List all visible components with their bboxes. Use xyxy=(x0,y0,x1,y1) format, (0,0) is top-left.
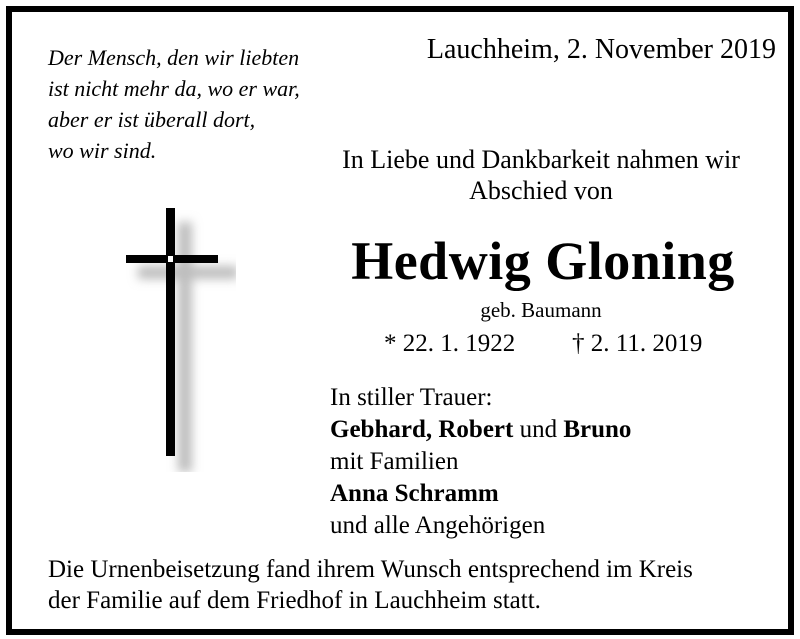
mourner-name: Robert xyxy=(438,416,514,443)
place-date: Lauchheim, 2. November 2019 xyxy=(426,34,776,65)
maiden-name: geb. Baumann xyxy=(480,298,602,322)
poem-line: wo wir sind. xyxy=(48,138,157,163)
closing-line-1: Die Urnenbeisetzung fand ihrem Wunsch entsprechend im Kreis xyxy=(48,556,693,583)
intro-line-2: Abschied von xyxy=(469,176,613,205)
conjunction: und xyxy=(519,416,558,443)
mourner-name: Anna Schramm xyxy=(330,480,499,507)
poem-line: ist nicht mehr da, wo er war, xyxy=(48,76,300,101)
mourners-sons xyxy=(330,414,631,446)
poem-line: aber er ist überall dort, xyxy=(48,107,256,132)
mourners-relatives: und alle Angehörigen xyxy=(330,512,546,539)
poem-line: Der Mensch, den wir liebten xyxy=(48,45,300,70)
mourners-list xyxy=(330,382,631,542)
obituary-notice xyxy=(6,6,794,635)
mourners-heading: In stiller Trauer: xyxy=(330,384,493,411)
intro-text xyxy=(312,144,770,206)
cross-icon xyxy=(116,202,236,472)
deceased-name: Hedwig Gloning xyxy=(351,231,735,291)
birth-date: * 22. 1. 1922 xyxy=(384,330,516,357)
intro-line-1: In Liebe und Dankbarkeit nahmen wir xyxy=(342,145,740,174)
closing-line-2: der Familie auf dem Friedhof in Lauchheim statt. xyxy=(48,587,541,614)
mourner-name: Gebhard, xyxy=(330,416,433,443)
mourner-name: Bruno xyxy=(563,416,632,443)
death-date: † 2. 11. 2019 xyxy=(572,330,703,357)
memorial-poem xyxy=(48,42,348,166)
mourners-families: mit Familien xyxy=(330,448,459,475)
closing-text xyxy=(48,554,788,616)
